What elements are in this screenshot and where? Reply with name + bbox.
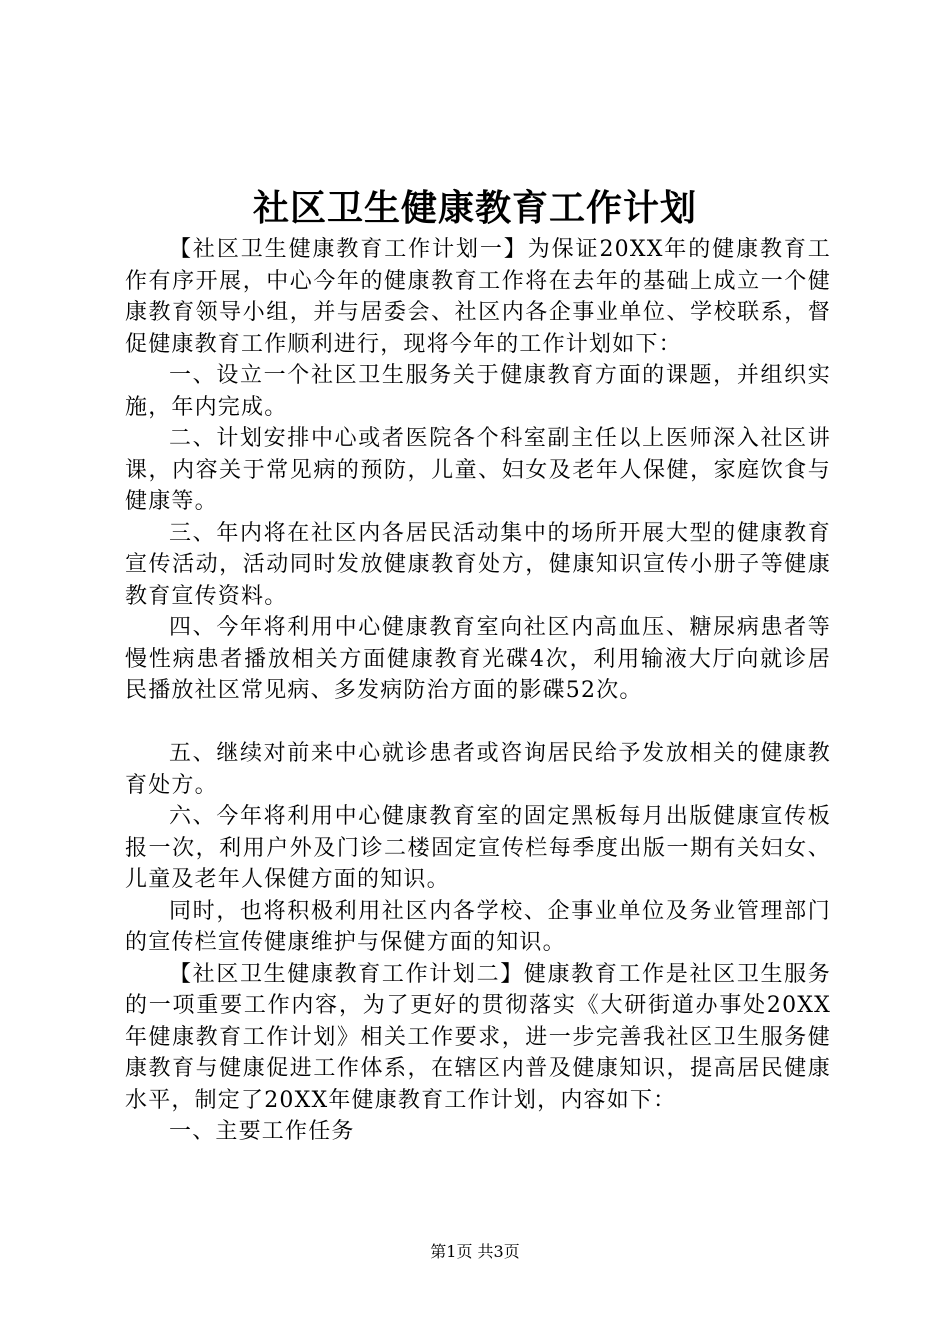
- document-title: 社区卫生健康教育工作计划: [252, 187, 697, 229]
- paragraph-gap: [125, 707, 831, 739]
- paragraph-plan-one-intro: 【社区卫生健康教育工作计划一】为保证20XX年的健康教育工作有序开展，中心今年的健康教育工作将在去年的基础上成立一个健康教育领导小组，并与居委会、社区内各企事业单位、学校联系，督促健康教育工作顺利进行，现将今年的工作计划如下：: [125, 237, 831, 357]
- paragraph-also: 同时，也将积极利用社区内各学校、企事业单位及务业管理部门的宣传栏宣传健康维护与保健方面的知识。: [125, 898, 831, 955]
- paragraph-item-3: 三、年内将在社区内各居民活动集中的场所开展大型的健康教育宣传活动，活动同时发放健康教育处方，健康知识宣传小册子等健康教育宣传资料。: [125, 520, 831, 609]
- paragraph-item-2: 二、计划安排中心或者医院各个科室副主任以上医师深入社区讲课，内容关于常见病的预防，儿童、妇女及老年人保健，家庭饮食与健康等。: [125, 426, 831, 514]
- page-number-footer: 第1页 共3页: [430, 1242, 520, 1261]
- paragraph-item-5: 五、继续对前来中心就诊患者或咨询居民给予发放相关的健康教育处方。: [125, 741, 831, 798]
- paragraph-item-6: 六、今年将利用中心健康教育室的固定黑板每月出版健康宣传板报一次，利用户外及门诊二楼固定宣传栏每季度出版一期有关妇女、儿童及老年人保健方面的知识。: [125, 804, 831, 892]
- paragraph-item-4: 四、今年将利用中心健康教育室向社区内高血压、糖尿病患者等慢性病患者播放相关方面健康教育光碟4次，利用输液大厅向就诊居民播放社区常见病、多发病防治方面的影碟52次。: [125, 615, 831, 703]
- document-body: [125, 234, 831, 1148]
- section-heading-main-tasks: 一、主要工作任务: [169, 1119, 355, 1144]
- paragraph-plan-two-intro: 【社区卫生健康教育工作计划二】健康教育工作是社区卫生服务的一项重要工作内容，为了更好的贯彻落实《大研街道办事处20XX年健康教育工作计划》相关工作要求，进一步完善我社区卫生服务健康教育与健康促进工作体系，在辖区内普及健康知识，提高居民健康水平，制定了20XX年健康教育工作计划，内容如下：: [125, 961, 831, 1113]
- paragraph-item-1: 一、设立一个社区卫生服务关于健康教育方面的课题，并组织实施，年内完成。: [125, 363, 831, 420]
